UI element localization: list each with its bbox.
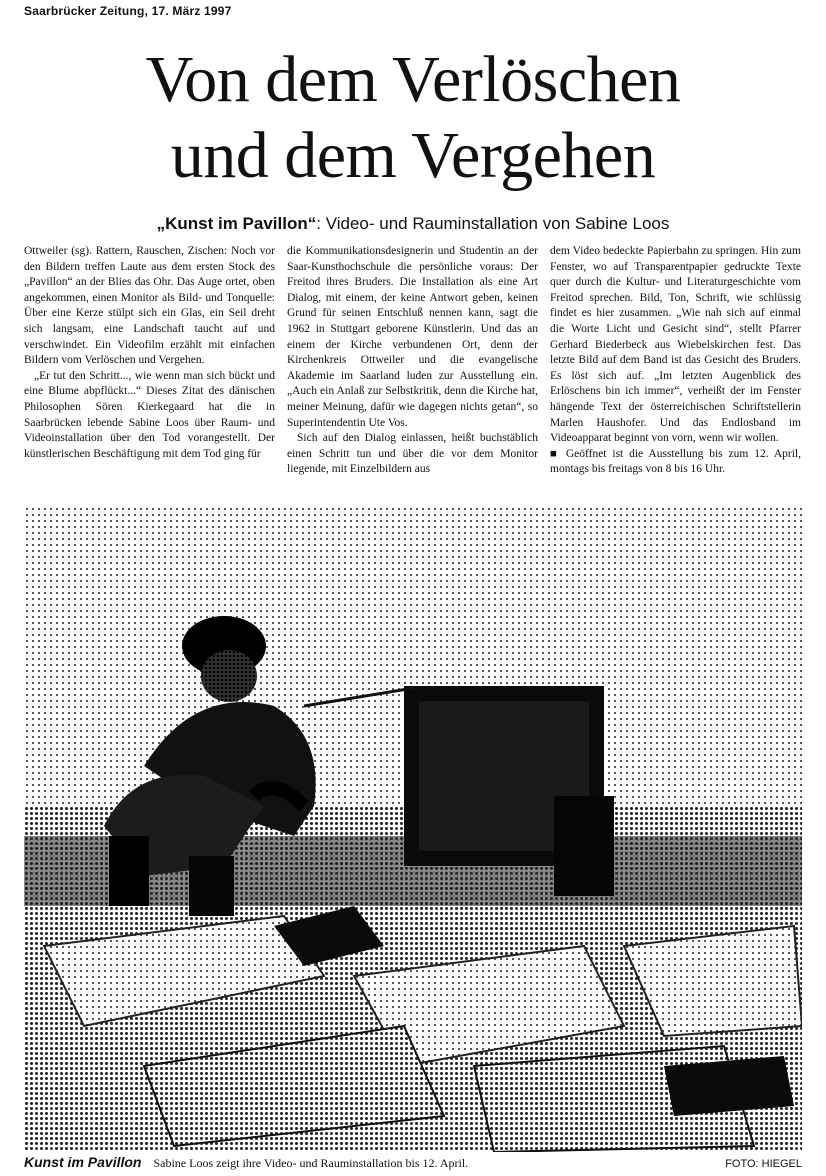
masthead: Saarbrücker Zeitung, 17. März 1997 — [24, 4, 232, 18]
paragraph: Sich auf den Dialog einlassen, heißt buchstäblich einen Schritt tun und über die vor dem Monitor liegende, mit Einzelbildern aus — [287, 432, 538, 476]
paragraph: die Kommunikationsdesignerin und Studentin an der Saar-Kunsthochschule die persönliche voraus: Der Freitod ihres Bruders. Die Installation als eine Art Dialog, mit einem, der keine Antwort geben, keinen Grund für seinen Entschluß nennen kann, sagt die 1962 in Stuttgart geborene Künstlerin. Und das an einem der Kirche verbundenen Ort, denn der Kirchenkreis Ottweiler und die evangelische Akademie im Saarland luden zur Ausstellung ein. „Auch ein Anlaß zur Selbstkritik, denn die Kirche hat, meiner Meinung, dafür wie dagegen nichts getan“, so Superintendentin Ute Vos. — [287, 245, 538, 429]
headline — [0, 42, 826, 194]
photo-credit: FOTO: HIEGEL — [725, 1158, 802, 1170]
paragraph: „Er tut den Schritt..., wie wenn man sich bückt und eine Blume abpflückt...“ Dieses Zitat des dänischen Philosophen Sören Kierkegaard hat die in Saarbrücken lebende Sabine Loos über Raum- und Videoinstallation über den Tod vorangestellt. Der künstlerischen Beschäftigung mit dem Tod ging für — [24, 369, 275, 460]
headline-line-2: und dem Vergehen — [170, 119, 656, 192]
caption-title: Kunst im Pavillon — [24, 1154, 142, 1170]
headline-line-1: Von dem Verlöschen — [145, 43, 681, 116]
subheadline — [0, 214, 826, 234]
info-paragraph: ■ Geöffnet ist die Ausstellung bis zum 12. April, montags bis freitags von 8 bis 16 Uhr. — [550, 447, 801, 476]
subheadline-rest: : Video- und Rauminstallation von Sabine Loos — [316, 214, 670, 233]
photo-caption — [24, 1154, 802, 1172]
article-column-2 — [287, 244, 538, 478]
article-column-1 — [24, 244, 275, 478]
paragraph: Ottweiler (sg). Rattern, Rauschen, Zischen: Noch vor den Bildern treffen Laute aus dem ersten Stock des „Pavillon“ an der Blies das Ohr. Das Auge ortet, oben angekommen, einen Monitor als Bild- und Tonquelle: Über eine Kerze stülpt sich ein Glas, ein Seil dreht sich langsam, eine Landschaft taucht auf und verschwindet. Ein Videofilm erzählt mit einfachen Bildern vom Verlöschen und Vergehen. — [24, 245, 275, 367]
caption-text: Sabine Loos zeigt ihre Video- und Rauminstallation bis 12. April. — [153, 1156, 469, 1170]
article-photo — [24, 506, 802, 1152]
subheadline-bold: „Kunst im Pavillon“ — [156, 214, 317, 233]
paragraph: dem Video bedeckte Papierbahn zu springen. Hin zum Fenster, wo auf Transparentpapier gedruckte Texte quer durch die Kultur- und Literaturgeschichte vom Freitod sprechen. Bild, Ton, Schrift, wie schlüssig findet es hier zusammen. „Wie nah sich auf einmal die Worte Licht und Gesicht sind“, stellt Pfarrer Gerhard Biederbeck aus Wiebelskirchen fest. Das letzte Bild auf dem Band ist das Gesicht des Bruders. Es löst sich auf. „Im letzten Augenblick des Erlöschens bin ich immer“, verheißt der im Fenster hängende Text der österreichischen Schriftstellerin Marlen Haushofer. Und das Endlosband im Videoapparat beginnt von vorn, wenn wir wollen. — [550, 245, 801, 445]
photo-illustration — [24, 506, 802, 1152]
article-body — [24, 244, 802, 478]
article-column-3 — [550, 244, 801, 478]
